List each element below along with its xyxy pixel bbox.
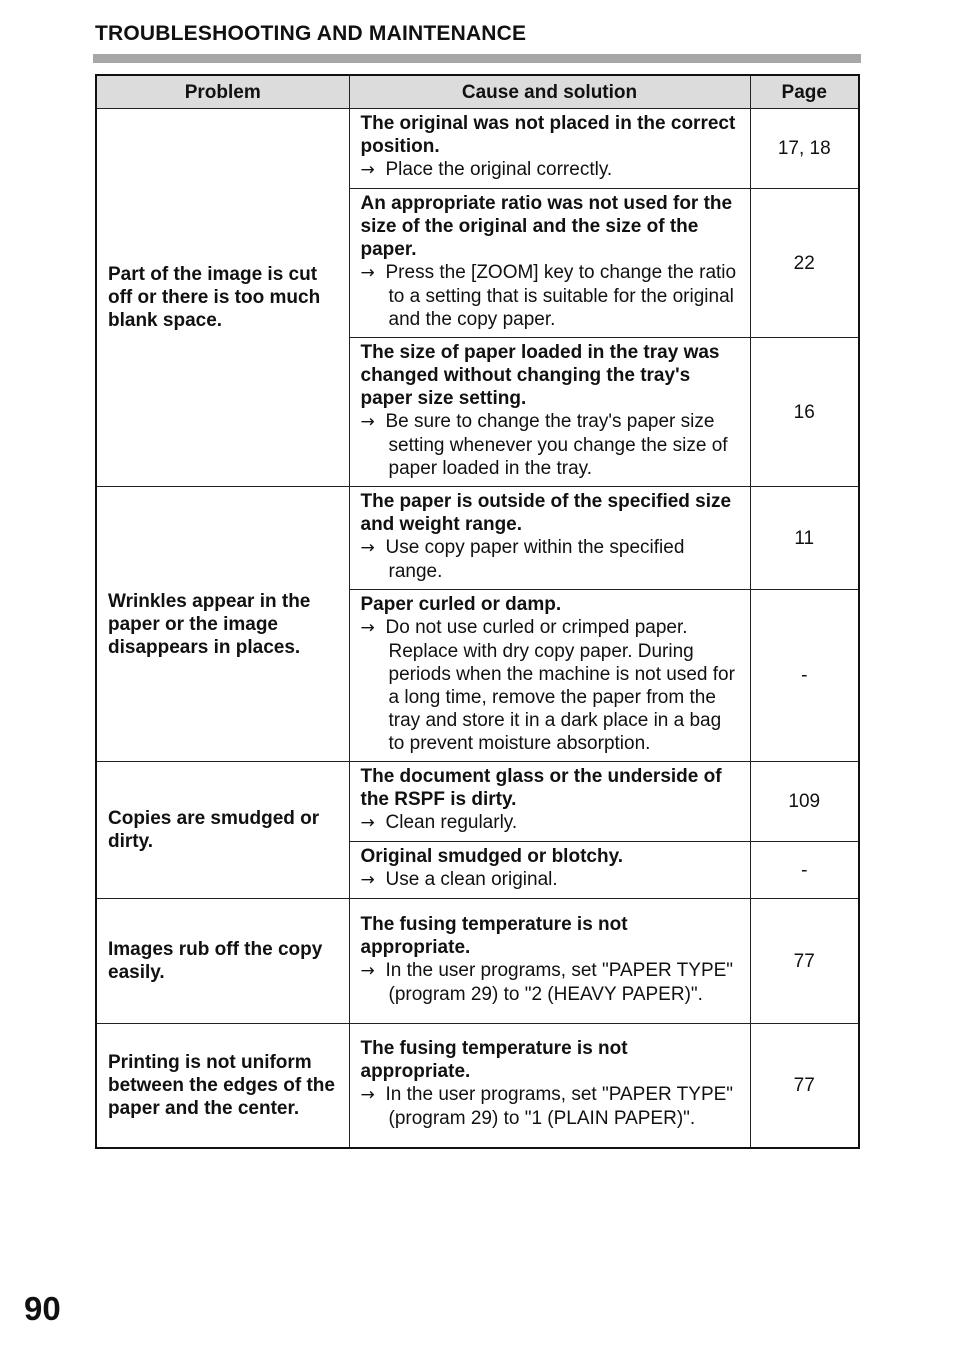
problem-cell: Copies are smudged or dirty. <box>96 762 349 899</box>
table-row <box>96 487 859 590</box>
table-row <box>96 762 859 842</box>
cause-text: Paper curled or damp. <box>360 594 562 615</box>
cause-text: The original was not placed in the correct position. <box>360 113 736 157</box>
cause-cell <box>349 189 750 338</box>
solution-text: → Use copy paper within the specified range. <box>360 537 685 582</box>
problem-cell: Printing is not uniform between the edges of the paper and the center. <box>96 1024 349 1148</box>
page-reference: 17, 18 <box>750 109 859 189</box>
arrow-icon: → <box>360 160 375 180</box>
solution-text: → Press the [ZOOM] key to change the ratio to a setting that is suitable for the original and the copy paper. <box>360 262 737 330</box>
column-header-problem: Problem <box>96 75 349 109</box>
cause-text: The fusing temperature is not appropriate. <box>360 1038 628 1083</box>
solution-text: → Use a clean original. <box>360 869 558 890</box>
arrow-icon: → <box>360 412 375 432</box>
cause-text: An appropriate ratio was not used for the size of the original and the size of the paper. <box>360 193 733 260</box>
problem-cell: Images rub off the copy easily. <box>96 899 349 1024</box>
cause-cell <box>349 487 750 590</box>
solution-text: → In the user programs, set "PAPER TYPE" (program 29) to "1 (PLAIN PAPER)". <box>360 1084 734 1130</box>
troubleshooting-table <box>95 74 860 1149</box>
cause-text: The paper is outside of the specified size and weight range. <box>360 491 732 535</box>
page-number: 90 <box>24 1290 61 1327</box>
cause-text: Original smudged or blotchy. <box>360 846 624 867</box>
cause-cell <box>349 1024 750 1148</box>
cause-cell <box>349 762 750 842</box>
column-header-page: Page <box>750 75 859 109</box>
page-reference: 109 <box>750 762 859 842</box>
page-reference: - <box>750 842 859 899</box>
arrow-icon: → <box>360 538 375 558</box>
arrow-icon: → <box>360 813 375 833</box>
table-row <box>96 109 859 189</box>
solution-text: → Place the original correctly. <box>360 159 613 180</box>
cause-cell <box>349 109 750 189</box>
solution-text: → Be sure to change the tray's paper size setting whenever you change the size of paper loaded in the tray. <box>360 411 728 479</box>
solution-text: → Do not use curled or crimped paper. Replace with dry copy paper. During periods when the machine is not used for a long time, remove the paper from the tray and store it in a dark place in a bag to prevent moisture absorption. <box>360 617 735 754</box>
cause-cell <box>349 590 750 762</box>
solution-text: → Clean regularly. <box>360 812 518 833</box>
page-reference: 16 <box>750 338 859 487</box>
arrow-icon: → <box>360 870 375 890</box>
cause-text: The size of paper loaded in the tray was changed without changing the tray's paper size setting. <box>360 342 720 409</box>
table-header <box>96 75 859 109</box>
arrow-icon: → <box>360 1085 375 1106</box>
cause-text: The document glass or the underside of the RSPF is dirty. <box>360 766 722 810</box>
table-row <box>96 1024 859 1148</box>
section-title: TROUBLESHOOTING AND MAINTENANCE <box>95 22 527 45</box>
cause-cell <box>349 842 750 899</box>
arrow-icon: → <box>360 263 375 283</box>
title-rule <box>93 54 861 63</box>
table-row <box>96 899 859 1024</box>
solution-text: → In the user programs, set "PAPER TYPE" (program 29) to "2 (HEAVY PAPER)". <box>360 960 734 1005</box>
cause-cell <box>349 338 750 487</box>
page-reference: - <box>750 590 859 762</box>
cause-cell <box>349 899 750 1024</box>
page-reference: 22 <box>750 189 859 338</box>
problem-cell: Wrinkles appear in the paper or the image disappears in places. <box>96 487 349 762</box>
arrow-icon: → <box>360 961 375 981</box>
table-body <box>96 109 859 1148</box>
cause-text: The fusing temperature is not appropriate. <box>360 914 628 958</box>
column-header-cause: Cause and solution <box>349 75 750 109</box>
page-reference: 77 <box>750 1024 859 1148</box>
problem-cell: Part of the image is cut off or there is too much blank space. <box>96 109 349 487</box>
page-reference: 77 <box>750 899 859 1024</box>
page-reference: 11 <box>750 487 859 590</box>
arrow-icon: → <box>360 618 375 638</box>
